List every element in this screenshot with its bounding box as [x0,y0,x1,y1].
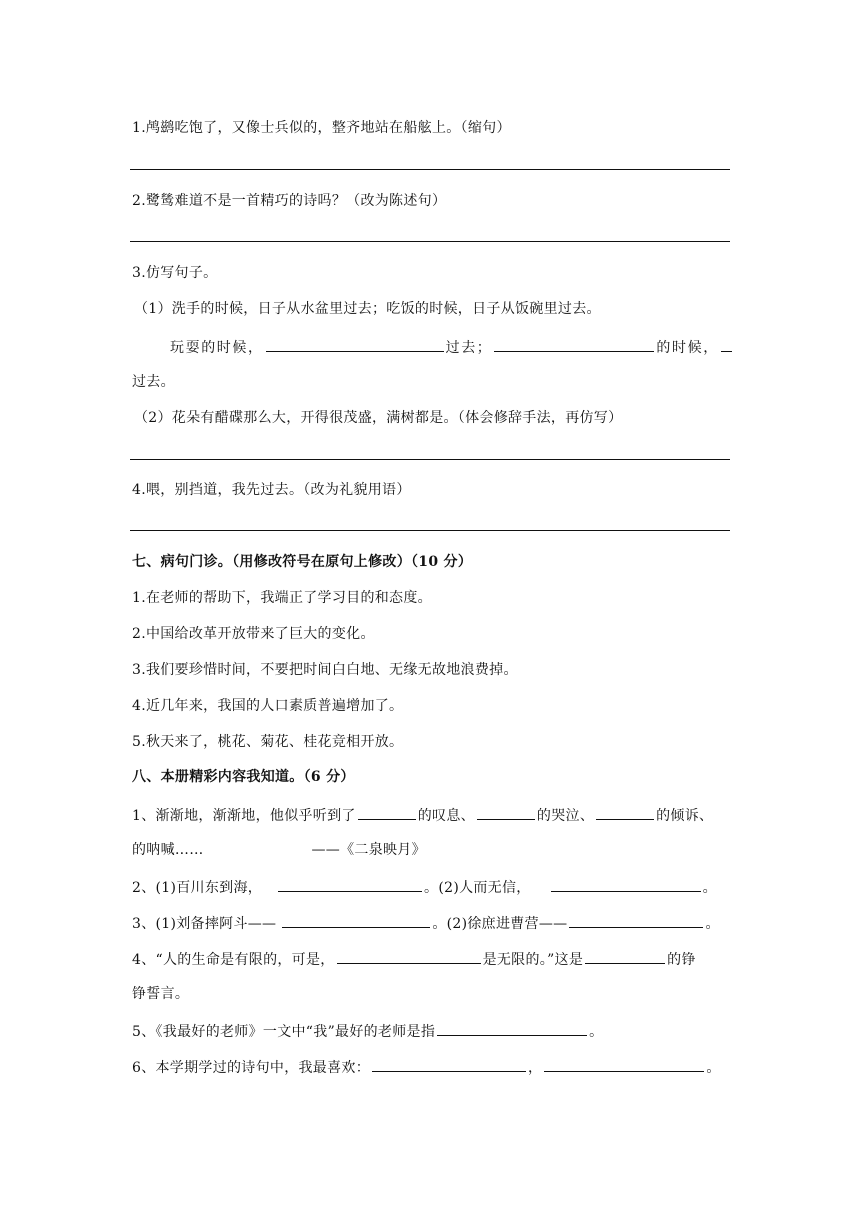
blank-field[interactable] [437,1021,587,1036]
fill-prefix: 玩耍的时候， [170,340,264,356]
q8-1-text: 1、渐渐地，渐渐地，他似乎听到了 [132,808,356,824]
question-6-3-1: （1）洗手的时候，日子从水盆里过去；吃饭的时候，日子从饭碗里过去。 [134,301,601,317]
question-8-6 [132,1057,721,1077]
answer-line[interactable] [130,241,730,242]
q8-1-text: 的叹息、 [417,808,475,824]
blank-field[interactable] [266,337,444,352]
blank-field[interactable] [358,805,416,820]
question-8-3 [132,913,720,933]
sick-sentence: 5.秋天来了，桃花、菊花、桂花竞相开放。 [132,734,404,750]
q8-1-text: 的哭泣、 [536,808,595,824]
q8-4-text: 是无限的。”这是 [482,952,584,968]
blank-field[interactable] [596,805,654,820]
question-8-2 [132,877,717,897]
answer-line[interactable] [130,530,730,531]
q8-6-text: ， [528,1060,543,1076]
blank-field[interactable] [477,805,535,820]
section-7-title: 七、病句门诊。（用修改符号在原句上修改）（10 分） [132,554,473,570]
question-8-1 [132,805,713,825]
q8-5-text: 。 [589,1024,604,1040]
question-8-4 [132,949,696,969]
blank-field[interactable] [544,1057,704,1072]
sick-sentence: 2.中国给改革开放带来了巨大的变化。 [132,626,375,642]
q8-3-text: 3、(1)刘备摔阿斗—— [132,916,277,932]
question-6-3-2: （2）花朵有醋碟那么大，开得很茂盛，满树都是。（体会修辞手法，再仿写） [134,410,623,426]
question-6-4: 4.喂，别挡道，我先过去。（改为礼貌用语） [132,482,411,498]
q8-1-source: ——《二泉映月》 [311,842,426,858]
blank-field[interactable] [585,949,665,964]
answer-line[interactable] [130,169,730,170]
question-8-4-continued: 铮誓言。 [132,986,190,1002]
blank-field[interactable] [494,337,654,352]
sick-sentence: 4.近几年来，我国的人口素质普遍增加了。 [132,698,404,714]
fill-suffix: 的时候， [656,340,719,356]
q8-5-text: 5、《我最好的老师》一文中“我”最好的老师是指 [132,1024,436,1040]
q8-6-text: 。 [706,1060,721,1076]
question-8-1-continued [132,841,426,859]
blank-field[interactable] [551,877,701,892]
question-6-3-1-fill [170,337,732,357]
blank-field[interactable] [282,913,430,928]
blank-field[interactable] [372,1057,526,1072]
sick-sentence: 1.在老师的帮助下，我端正了学习目的和态度。 [132,590,432,606]
q8-2-text: 。(2)人而无信， [424,880,531,896]
q8-3-text: 。(2)徐庶进曹营—— [432,916,568,932]
blank-field[interactable] [278,877,422,892]
q8-2-text: 。 [702,880,717,896]
q8-1-text: 的呐喊…… [132,842,204,858]
question-8-5 [132,1021,603,1041]
question-6-2: 2.鹭鸶难道不是一首精巧的诗吗？（改为陈述句） [132,193,447,209]
q8-6-text: 6、本学期学过的诗句中，我最喜欢： [132,1060,371,1076]
blank-field[interactable] [337,949,481,964]
blank-field[interactable] [569,913,703,928]
q8-2-text: 2、(1)百川东到海， [132,880,263,896]
section-8-title: 八、本册精彩内容我知道。（6 分） [132,769,355,785]
sick-sentence: 3.我们要珍惜时间，不要把时间白白地、无缘无故地浪费掉。 [132,662,518,678]
q8-4-text: 4、“人的生命是有限的，可是， [132,952,335,968]
q8-3-text: 。 [705,916,720,932]
q8-4-text: 的铮 [667,952,696,968]
q8-1-text: 的倾诉、 [656,808,714,824]
fill-mid: 过去； [445,340,493,356]
question-6-1: 1.鸬鹚吃饱了，又像士兵似的，整齐地站在船舷上。（缩句） [132,120,511,136]
answer-line[interactable] [130,459,730,460]
question-6-3-title: 3.仿写句子。 [132,265,218,281]
question-6-3-1-continued: 过去。 [132,374,175,390]
blank-field[interactable] [721,337,732,352]
